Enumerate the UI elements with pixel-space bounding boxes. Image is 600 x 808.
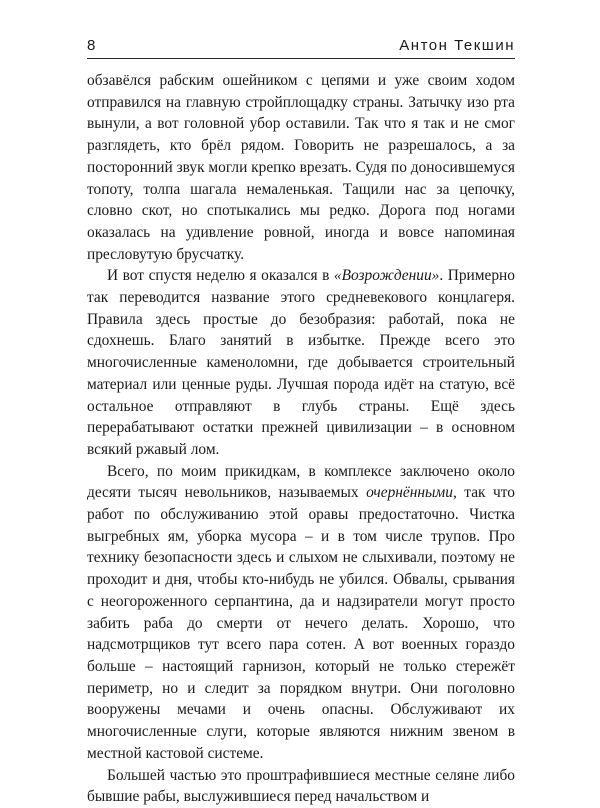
running-head-author: Антон Текшин — [399, 37, 515, 54]
paragraph — [87, 265, 515, 460]
paragraph — [87, 70, 515, 265]
paragraph — [87, 765, 515, 808]
text-span: И вот спустя неделю я оказался в — [107, 267, 334, 285]
body-text — [87, 70, 515, 808]
page-number: 8 — [87, 37, 96, 54]
text-span: , так что работ по обслуживанию этой оравы предостаточно. Чистка выгребных ям, уборка мусора – и в том числе трупов. Про технику безопасности здесь и слыхом не слыхивали, поэтому не проходит и дня, чтобы кто-нибудь не убился. Обвалы, срывания с неогороженного серпантина, да и надзиратели могут просто забить раба до смерти от нечего делать. Хорошо, что надсмотрщиков тут всего пара сотен. А вот военных гораздо больше – настоящий гарнизон, который не только стережёт периметр, но и следит за порядком внутри. Они поголовно вооружены мечами и очень опасны. Обслуживают их многочисленные слуги, которые являются нижним звеном в местной кастовой системе. — [87, 484, 515, 762]
page-header — [87, 36, 515, 59]
italic-term-span: очернёнными — [366, 484, 453, 502]
text-span: Всего, по моим прикидкам, в комплексе заключено около десяти тысяч невольников, называемых — [87, 462, 515, 502]
text-span: . Примерно так переводится название этого средневекового концлагеря. Правила здесь простые до безобразия: работай, пока не сдохнешь. Благо занятий в избытке. Прежде всего это многочисленные каменоломни, где добывается строительный материал или ценные руды. Лучшая порода идёт на статую, всё остальное отправляют в глубь страны. Ещё здесь перерабатывают остатки прежней цивилизации – в основном всякий ржавый лом. — [87, 267, 515, 458]
text-span: обзавёлся рабским ошейником с цепями и уже своим ходом отправился на главную стройплощадку страны. Затычку изо рта вынули, а вот головной убор оставили. Так что я так и не смог разглядеть, кто брёл рядом. Говорить не разрешалось, а за посторонний звук могли крепко врезать. Судя по доносившемуся топоту, толпа шагала немаленькая. Тащили нас за цепочку, словно скот, но спотыкались мы редко. Дорога под ногами оказалась на удивление ровной, иногда и вовсе напоминая пресловутую брусчатку. — [87, 72, 515, 263]
paragraph — [87, 461, 515, 765]
italic-title-span: «Возрождении» — [333, 267, 440, 285]
text-span: Большей частью это проштрафившиеся местные селяне либо бывшие рабы, выслужившиеся перед начальством и — [87, 766, 515, 806]
